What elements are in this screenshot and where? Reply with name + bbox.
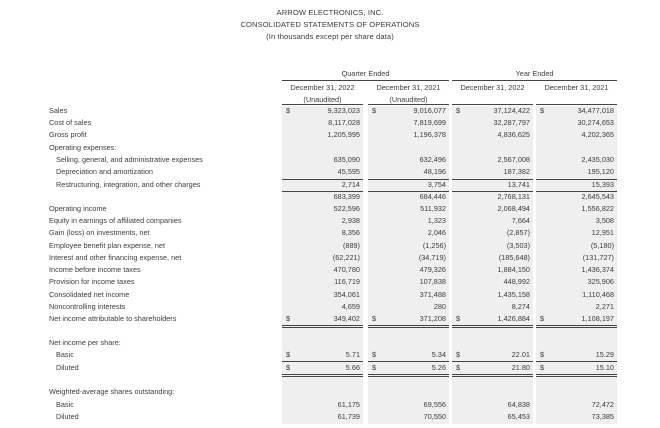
row-label: Selling, general, and administrative expenses	[56, 155, 203, 164]
cell-q2022: (889)	[342, 241, 360, 250]
cell-q2022: 61,739	[337, 412, 360, 421]
total-underline	[452, 374, 533, 375]
cell-q2022: (62,221)	[332, 253, 360, 262]
cell-y2022: 448,992	[503, 277, 530, 286]
cell-q2021: 684,446	[419, 192, 446, 201]
row-label: Basic	[56, 400, 74, 409]
row-label: Gain (loss) on investments, net	[49, 228, 150, 237]
total-underline	[282, 374, 363, 375]
cell-q2021: 280	[433, 302, 446, 311]
cell-q2021: 7,819,699	[413, 118, 446, 127]
cell-y2021: 3,508	[595, 216, 614, 225]
cell-q2022: 5.66	[345, 363, 360, 372]
cell-q2022: 8,356	[341, 228, 360, 237]
cell-y2021: 195,120	[587, 167, 614, 176]
total-underline	[282, 327, 363, 328]
row-label: Depreciation and amortization	[56, 167, 153, 176]
cell-y2022: 4,836,625	[497, 130, 530, 139]
total-underline	[536, 191, 617, 192]
total-underline	[536, 361, 617, 362]
dollar-sign: $	[540, 363, 545, 372]
cell-q2021: 1,323	[427, 216, 446, 225]
row-label: Sales	[49, 106, 68, 115]
cell-q2021: 5.34	[431, 350, 446, 359]
cell-y2021: 12,951	[591, 228, 614, 237]
dollar-sign: $	[286, 350, 291, 359]
cell-q2021: (1,256)	[422, 241, 446, 250]
group-header-quarter: Quarter Ended	[341, 69, 390, 78]
cell-q2022: 349,402	[333, 314, 360, 323]
col-rule-y2021	[536, 104, 617, 105]
cell-q2021: 70,550	[423, 412, 446, 421]
total-underline	[536, 325, 617, 326]
row-label: Equity in earnings of affiliated companies	[49, 216, 182, 225]
group-header-year: Year Ended	[515, 69, 554, 78]
cell-y2021: 15.10	[595, 363, 614, 372]
cell-y2022: (2,857)	[506, 228, 530, 237]
cell-q2022: 116,719	[334, 277, 360, 286]
cell-q2022: 61,175	[337, 400, 360, 409]
cell-y2022: 65,453	[507, 412, 530, 421]
cell-y2022: 64,838	[507, 400, 530, 409]
cell-y2022: 1,426,884	[497, 314, 530, 323]
cell-q2022: 9,323,023	[327, 106, 360, 115]
row-label: Employee benefit plan expense, net	[49, 241, 166, 250]
row-label: Consolidated net income	[49, 290, 130, 299]
row-label: Diluted	[56, 412, 79, 421]
cell-q2022: 1,205,995	[327, 130, 360, 139]
cell-q2021: 511,932	[420, 204, 446, 213]
total-underline	[368, 325, 449, 326]
row-label: Cost of sales	[49, 118, 92, 127]
cell-y2022: 1,884,150	[497, 265, 530, 274]
cell-q2021: 371,208	[419, 314, 446, 323]
cell-y2022: 32,287,797	[493, 118, 530, 127]
row-label: Income before income taxes	[49, 265, 141, 274]
total-underline	[536, 376, 617, 377]
cell-y2022: 187,382	[503, 167, 530, 176]
total-underline	[452, 191, 533, 192]
total-underline	[452, 325, 533, 326]
cell-q2021: 69,556	[423, 400, 446, 409]
row-label: Operating income	[49, 204, 107, 213]
cell-q2021: 2,046	[427, 228, 446, 237]
cell-q2021: 5.26	[431, 363, 446, 372]
cell-y2021: (5,180)	[590, 241, 614, 250]
cell-y2021: 15.29	[595, 350, 614, 359]
cell-q2021: 3,754	[427, 180, 446, 189]
cell-q2021: 1,196,378	[413, 130, 446, 139]
total-underline	[368, 179, 449, 180]
cell-y2021: 15,393	[591, 180, 614, 189]
cell-y2021: 2,645,543	[581, 192, 614, 201]
cell-q2021: 107,838	[419, 277, 446, 286]
col-header-y2022: December 31, 2022	[460, 83, 525, 92]
cell-y2022: 1,435,158	[497, 290, 530, 299]
total-underline	[282, 325, 363, 326]
cell-q2022: 470,780	[333, 265, 360, 274]
cell-y2021: 72,472	[591, 400, 614, 409]
row-label: Interest and other financing expense, net	[49, 253, 182, 262]
total-underline	[536, 327, 617, 328]
dollar-sign: $	[540, 314, 545, 323]
cell-y2021: 4,202,365	[581, 130, 614, 139]
dollar-sign: $	[286, 363, 291, 372]
cell-q2021: (34,719)	[418, 253, 446, 262]
dollar-sign: $	[372, 314, 377, 323]
dollar-sign: $	[540, 350, 545, 359]
total-underline	[452, 327, 533, 328]
dollar-sign: $	[286, 106, 291, 115]
total-underline	[282, 179, 363, 180]
unaudited-q2022: (Unaudited)	[303, 95, 342, 104]
cell-y2021: 34,477,018	[577, 106, 614, 115]
cell-q2022: 45,595	[337, 167, 360, 176]
cell-q2022: 354,061	[333, 290, 360, 299]
cell-y2022: 8,274	[511, 302, 530, 311]
row-label: Gross profit	[49, 130, 87, 139]
row-label: Noncontrolling interests	[49, 302, 126, 311]
cell-y2022: 22.01	[511, 350, 530, 359]
cell-y2021: 325,906	[587, 277, 614, 286]
cell-y2022: 21.80	[511, 363, 530, 372]
total-underline	[368, 191, 449, 192]
cell-y2022: (3,503)	[506, 241, 530, 250]
cell-y2021: 30,274,653	[577, 118, 614, 127]
total-underline	[368, 374, 449, 375]
row-label: Diluted	[56, 363, 79, 372]
cell-q2022: 2,714	[341, 180, 360, 189]
cell-y2022: 2,768,131	[497, 192, 530, 201]
col-rule-y2022	[452, 104, 533, 105]
cell-q2021: 632,496	[419, 155, 446, 164]
cell-q2021: 371,488	[419, 290, 446, 299]
dollar-sign: $	[456, 314, 461, 323]
cell-y2022: 37,124,422	[493, 106, 530, 115]
cell-q2021: 9,016,077	[413, 106, 446, 115]
cell-q2022: 2,938	[341, 216, 360, 225]
cell-q2021: 479,326	[419, 265, 446, 274]
total-underline	[282, 376, 363, 377]
total-underline	[368, 376, 449, 377]
dollar-sign: $	[372, 363, 377, 372]
total-underline	[368, 361, 449, 362]
total-underline	[282, 191, 363, 192]
col-header-q2022: December 31, 2022	[290, 83, 355, 92]
total-underline	[452, 179, 533, 180]
cell-y2021: 2,271	[595, 302, 614, 311]
row-label: Net income per share:	[49, 338, 121, 347]
row-label: Net income attributable to shareholders	[49, 314, 177, 323]
col-rule-q2022	[282, 104, 363, 105]
total-underline	[282, 361, 363, 362]
cell-q2022: 4,659	[341, 302, 360, 311]
total-underline	[452, 376, 533, 377]
cell-q2021: 48,196	[423, 167, 446, 176]
units-note: (In thousands except per share data)	[266, 32, 394, 41]
total-underline	[536, 179, 617, 180]
col-header-q2021: December 31, 2021	[376, 83, 441, 92]
cell-y2022: 2,567,008	[497, 155, 530, 164]
cell-y2022: (185,648)	[498, 253, 530, 262]
dollar-sign: $	[372, 350, 377, 359]
year-rule	[452, 80, 617, 81]
cell-y2022: 13,741	[507, 180, 530, 189]
cell-y2021: 2,435,030	[581, 155, 614, 164]
dollar-sign: $	[540, 106, 545, 115]
cell-q2022: 8,117,028	[328, 118, 360, 127]
cell-y2021: (131,727)	[582, 253, 614, 262]
unaudited-q2021: (Unaudited)	[389, 95, 428, 104]
cell-y2021: 1,556,822	[581, 204, 614, 213]
cell-q2022: 635,090	[333, 155, 360, 164]
cell-q2022: 522,596	[333, 204, 360, 213]
dollar-sign: $	[456, 106, 461, 115]
total-underline	[536, 374, 617, 375]
row-label: Restructuring, integration, and other charges	[56, 180, 201, 189]
row-label: Basic	[56, 350, 74, 359]
cell-q2022: 683,399	[333, 192, 360, 201]
row-label: Provision for income taxes	[49, 277, 135, 286]
dollar-sign: $	[372, 106, 377, 115]
cell-y2021: 1,108,197	[581, 314, 614, 323]
cell-y2021: 73,385	[591, 412, 614, 421]
cell-y2021: 1,436,374	[581, 265, 614, 274]
cell-y2022: 2,068,494	[497, 204, 530, 213]
cell-q2022: 5.71	[345, 350, 360, 359]
dollar-sign: $	[456, 363, 461, 372]
statement-title: CONSOLIDATED STATEMENTS OF OPERATIONS	[240, 20, 420, 29]
quarter-rule	[282, 80, 449, 81]
cell-y2021: 1,110,468	[582, 290, 614, 299]
col-rule-q2021	[368, 104, 449, 105]
total-underline	[368, 327, 449, 328]
dollar-sign: $	[456, 350, 461, 359]
dollar-sign: $	[286, 314, 291, 323]
row-label: Weighted-average shares outstanding:	[49, 387, 175, 396]
company-name: ARROW ELECTRONICS, INC.	[276, 8, 384, 17]
total-underline	[452, 361, 533, 362]
row-label: Operating expenses:	[49, 143, 117, 152]
cell-y2022: 7,664	[511, 216, 530, 225]
col-header-y2021: December 31, 2021	[544, 83, 609, 92]
